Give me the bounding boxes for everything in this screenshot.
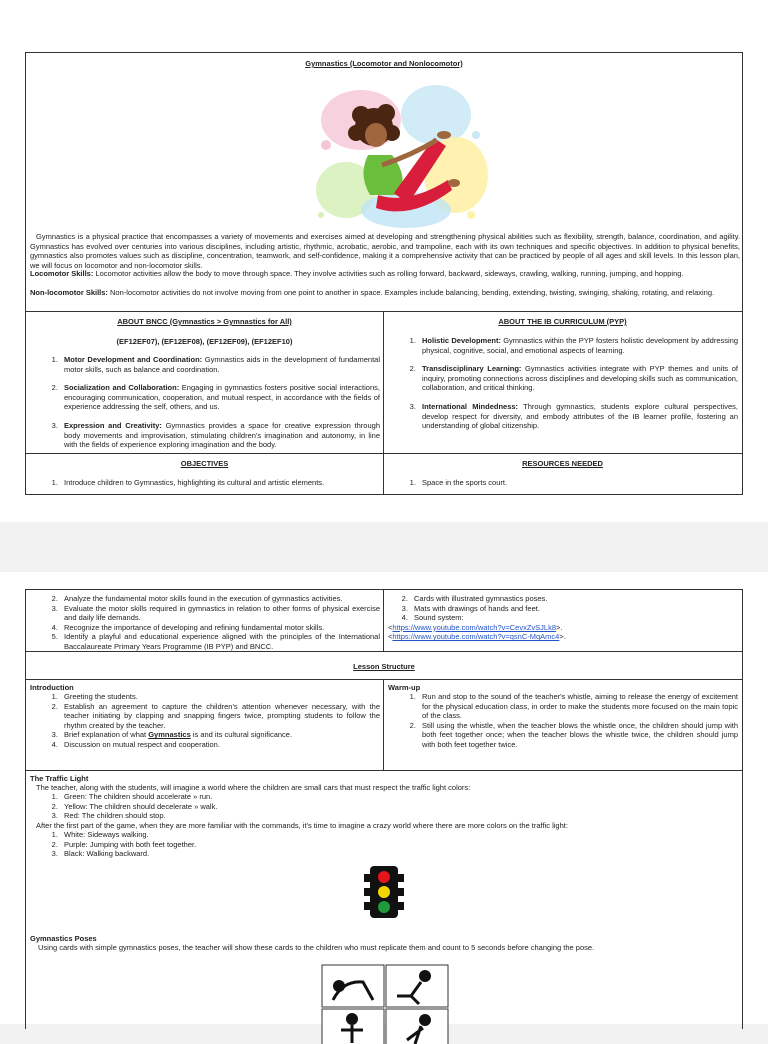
list-item: 3. Evaluate the motor skills required in gymnastics in relation to other forms of physical exercise and daily life demands. — [60, 604, 380, 623]
gymnastics-poses-text: Using cards with simple gymnastics poses, the teacher will show these cards to the children who must replicate them and count to 5 seconds before changing the pose. — [38, 943, 595, 952]
traffic-light-intro: The teacher, along with the students, will imagine a world where the children are small cars that must respect the traffic light colors: — [36, 783, 471, 792]
list-item: 1. Introduce children to Gymnastics, highlighting its cultural and artistic elements. — [60, 478, 380, 488]
gymnastics-poses-heading: Gymnastics Poses — [30, 934, 97, 943]
traffic-light-list-2 — [32, 830, 632, 859]
locomotor-text: Locomotor activities allow the body to move through space. They involve activities such as rolling forward, backward, sideways, crawling, walking, running, jumping, and hopping. — [93, 269, 684, 278]
nonlocomotor-text: Non-locomotor activities do not involve moving from one point to another in space. Examples include balancing, bending, extending, twisting, swinging, shaking, rotating, and relaxing. — [107, 288, 715, 297]
list-item: 4. Sound system: — [410, 613, 738, 623]
list-item: 4. Discussion on mutual respect and cooperation. — [60, 740, 380, 750]
list-item: 2. Socialization and Collaboration: Engaging in gymnastics fosters positive social interactions, encouraging communication, cooperation, and mutual respect, in accordance with the fields of experience addressing the self, others, and us. — [60, 383, 380, 412]
list-item: 1. Space in the sports court. — [418, 478, 738, 488]
introduction-list — [32, 692, 380, 750]
list-item: 3. Brief explanation of what Gymnastics is and its cultural significance. — [60, 730, 380, 740]
divider — [26, 770, 742, 771]
video-link-2[interactable]: https://www.youtube.com/watch?v=qsnC-MqAmc4 — [392, 632, 560, 642]
list-item: 2. Transdisciplinary Learning: Gymnastics activities integrate with PYP themes and units of inquiry, promoting connections across disciplines and developing skills such as communication, collaboration, and critical thinking. — [418, 364, 738, 393]
list-item: 3. Black: Walking backward. — [60, 849, 632, 859]
list-item: 1. Greeting the students. — [60, 692, 380, 702]
list-item: 2. Purple: Jumping with both feet together. — [60, 840, 632, 850]
locomotor-paragraph — [30, 269, 740, 279]
ib-heading: ABOUT THE IB CURRICULUM (PYP) — [498, 317, 627, 326]
list-item: 2. Establish an agreement to capture the children's attention whenever necessary, with the teacher initiating by clapping and snapping fingers twice, prompting students to follow the rhythm created by the teacher. — [60, 702, 380, 731]
traffic-light-list — [32, 792, 632, 821]
video-link-1[interactable]: https://www.youtube.com/watch?v=CevxZvSJLk8 — [392, 622, 557, 632]
objectives-list — [32, 478, 380, 488]
traffic-light-heading: The Traffic Light — [30, 774, 89, 783]
video-link-2-line: <https://www.youtube.com/watch?v=qsnC-MqAmc4>. — [388, 632, 566, 642]
list-item: 2. Still using the whistle, when the teacher blows the whistle once, the children should jump with both feet together once; when the teacher blows the whistle twice, the children should jump with both feet together twice. — [418, 721, 738, 750]
intro-paragraph: Gymnastics is a physical practice that encompasses a variety of movements and exercises aimed at developing and strengthening physical abilities such as flexibility, strength, balance, coordination, and agility. Gymnastics has evolved over centuries into various disciplines, including artistic, rhythmic, acrobatic, aerobic, and trampoline, each with its own techniques and specific objectives. In addition to physical benefits, gymnastics also promotes values such as discipline, concentration, teamwork, and self-confidence, making it a comprehensive activity that can be practiced by people of all ages and skill levels. In this lesson plan, we will focus on locomotor and non-locomotor skills. — [30, 232, 740, 270]
objectives-list-continued — [32, 594, 380, 652]
document-page-2 — [0, 572, 768, 1024]
list-item: 1. Holistic Development: Gymnastics within the PYP fosters holistic development by addressing physical, cognitive, social, and emotional aspects of learning. — [418, 336, 738, 355]
introduction-heading: Introduction — [30, 683, 74, 692]
divider — [26, 679, 742, 680]
document-title: Gymnastics (Locomotor and Nonlocomotor) — [305, 59, 463, 68]
list-item: 2. Analyze the fundamental motor skills found in the execution of gymnastics activities. — [60, 594, 380, 604]
resources-list-continued — [388, 594, 738, 623]
gymnastics-pose-cards — [321, 964, 449, 1044]
list-item: 4. Recognize the importance of developing and refining fundamental motor skills. — [60, 623, 380, 633]
objectives-heading: OBJECTIVES — [180, 459, 229, 468]
nonlocomotor-label: Non-locomotor Skills: — [30, 288, 108, 297]
lesson-structure-heading: Lesson Structure — [353, 662, 415, 671]
bncc-heading: ABOUT BNCC (Gymnastics > Gymnastics for All) — [117, 317, 292, 326]
lesson-plan-table-2 — [25, 589, 743, 1029]
resources-heading: RESOURCES NEEDED — [522, 459, 603, 468]
video-link-1-line: <https://www.youtube.com/watch?v=CevxZvSJLk8>. — [388, 622, 563, 632]
nonlocomotor-paragraph — [30, 288, 740, 298]
divider — [26, 651, 742, 652]
list-item: 5. Identify a playful and educational experience aligned with the principles of the International Baccalaureate Primary Years Programme (IB PYP) and BNCC. — [60, 632, 380, 651]
column-divider — [383, 679, 384, 770]
lesson-plan-table-1 — [25, 52, 743, 495]
warmup-heading: Warm-up — [388, 683, 421, 692]
locomotor-label: Locomotor Skills: — [30, 269, 94, 278]
list-item: 1. Motor Development and Coordination: Gymnastics aids in the development of fundamental motor skills, such as balance and coordination. — [60, 355, 380, 374]
traffic-light-icon — [363, 864, 405, 920]
resources-list — [390, 478, 738, 488]
list-item: 3. International Mindedness: Through gymnastics, students explore cultural perspectives, develop respect for diversity, and embody attributes of the IB learner profile, fostering an understanding of global citizenship. — [418, 402, 738, 431]
list-item: 1. White: Sideways walking. — [60, 830, 632, 840]
list-item: 3. Red: The children should stop. — [60, 811, 632, 821]
list-item: 2. Cards with illustrated gymnastics poses. — [410, 594, 738, 604]
divider — [26, 311, 742, 312]
bncc-codes: (EF12EF07), (EF12EF08), (EF12EF09), (EF12EF10) — [116, 337, 293, 346]
list-item: 3. Mats with drawings of hands and feet. — [410, 604, 738, 614]
girl-gymnast-illustration — [306, 75, 491, 235]
divider — [26, 453, 742, 454]
list-item: 1. Run and stop to the sound of the teacher's whistle, aiming to release the energy of excitement for the physical education class, in order to make the students more focused on the main topic of the class. — [418, 692, 738, 721]
bncc-list — [32, 355, 380, 459]
resources-continued — [388, 594, 738, 642]
traffic-light-more: After the first part of the game, when they are more familiar with the commands, it's time to imagine a crazy world where there are more colors on the traffic light: — [36, 821, 568, 830]
column-divider — [383, 590, 384, 651]
warmup-list — [390, 692, 738, 750]
list-item: 3. Expression and Creativity: Gymnastics provides a space for creative expression through body movements and improvisation, stimulating children's imagination and autonomy, in line with the fields of experience exploring imagination and the body. — [60, 421, 380, 450]
list-item: 2. Yellow: The children should decelerate » walk. — [60, 802, 632, 812]
ib-list — [390, 336, 738, 440]
list-item: 1. Green: The children should accelerate » run. — [60, 792, 632, 802]
